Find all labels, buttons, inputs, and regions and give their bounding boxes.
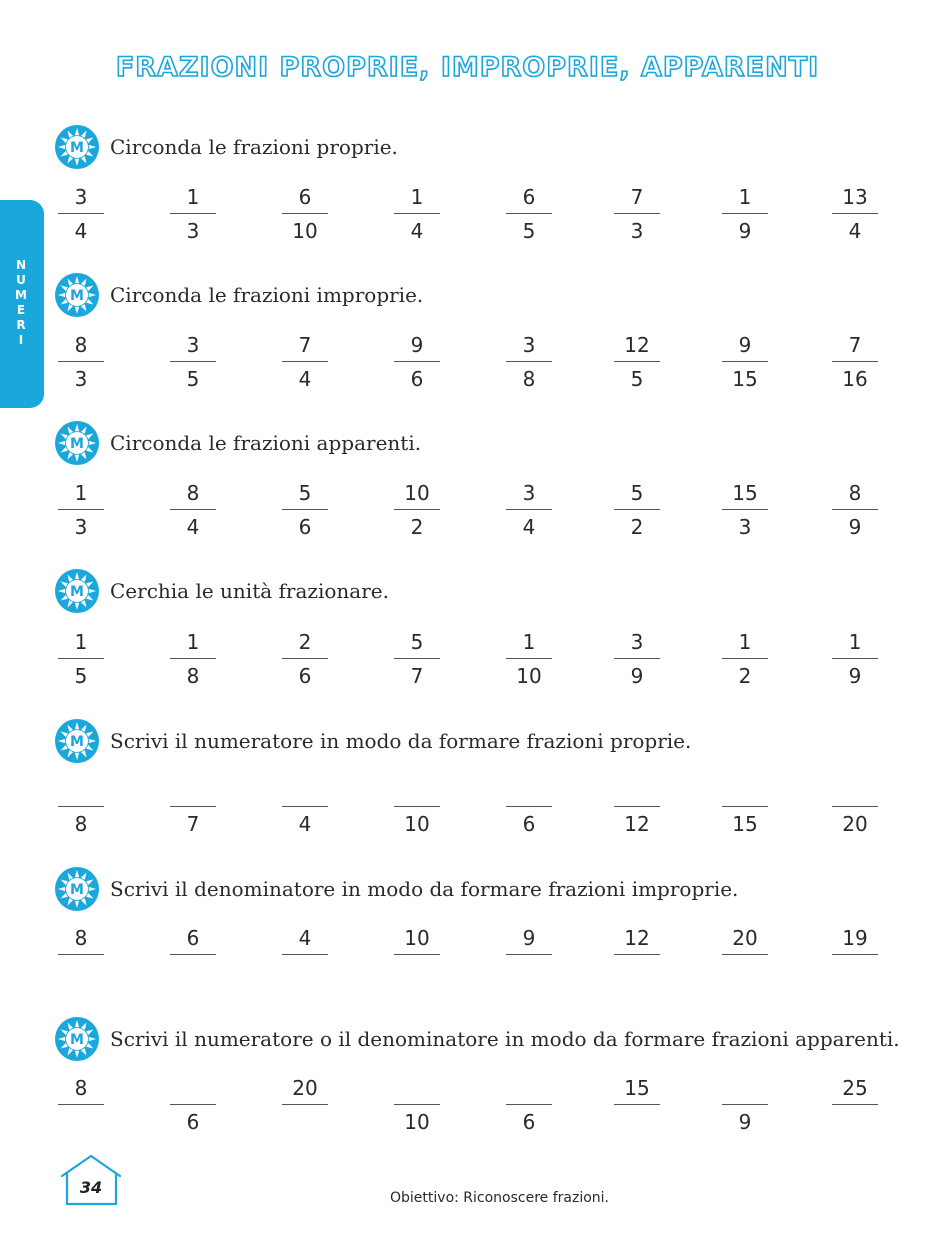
numerator: 2 (298, 630, 312, 654)
fraction-fill-in[interactable] (170, 924, 216, 984)
math-badge-letter: M (70, 140, 84, 156)
numerator: 9 (410, 333, 424, 357)
numerator: 4 (298, 926, 312, 950)
fraction-bar (832, 806, 878, 807)
fraction-bar (170, 361, 216, 362)
fraction-fill-in[interactable] (722, 776, 768, 836)
fraction-bar (832, 1104, 878, 1105)
section-tab-letter: U (16, 273, 26, 287)
fraction[interactable] (722, 331, 768, 391)
instruction-text: Cerchia le unità frazionare. (110, 579, 389, 603)
numerator: 7 (630, 185, 644, 209)
fraction-fill-in[interactable] (832, 924, 878, 984)
fraction[interactable] (170, 183, 216, 243)
numerator: 13 (842, 185, 868, 209)
numerator: 6 (186, 926, 200, 950)
fraction-bar (282, 1104, 328, 1105)
fraction-bar (394, 361, 440, 362)
numerator: 5 (298, 481, 312, 505)
fraction[interactable] (614, 331, 660, 391)
fraction-bar (722, 806, 768, 807)
numerator: 1 (522, 630, 536, 654)
fraction-bar (506, 1104, 552, 1105)
fraction-bar (832, 213, 878, 214)
section-tab-letter: R (16, 318, 26, 332)
fraction-bar (282, 509, 328, 510)
fraction-fill-in[interactable] (282, 924, 328, 984)
denominator: 3 (630, 219, 644, 243)
denominator: 4 (848, 219, 862, 243)
section-tab-letter: M (15, 288, 27, 302)
fraction-bar (58, 806, 104, 807)
page-number: 34 (79, 1178, 103, 1197)
math-badge-letter: M (70, 436, 84, 452)
denominator: 15 (732, 367, 758, 391)
fraction[interactable] (722, 183, 768, 243)
numerator: 1 (738, 185, 752, 209)
numerator: 8 (186, 481, 200, 505)
fraction-bar (170, 1104, 216, 1105)
denominator: 10 (404, 1110, 430, 1134)
fraction-bar (722, 954, 768, 955)
denominator: 10 (292, 219, 318, 243)
fraction-fill-in[interactable] (722, 1074, 768, 1134)
fraction-bar (614, 1104, 660, 1105)
fraction[interactable] (832, 183, 878, 243)
fraction[interactable] (58, 331, 104, 391)
math-badge-letter: M (70, 734, 84, 750)
denominator: 3 (738, 515, 752, 539)
fraction-bar (58, 1104, 104, 1105)
numerator: 19 (842, 926, 868, 950)
numerator: 8 (74, 333, 88, 357)
fraction-fill-in[interactable] (506, 1074, 552, 1134)
fraction-bar (282, 213, 328, 214)
numerator: 1 (738, 630, 752, 654)
numerator: 7 (848, 333, 862, 357)
fraction[interactable] (614, 183, 660, 243)
fraction-fill-in[interactable] (614, 776, 660, 836)
denominator: 5 (186, 367, 200, 391)
fraction-bar (170, 509, 216, 510)
fraction-bar (170, 658, 216, 659)
fraction-fill-in[interactable] (282, 1074, 328, 1134)
fraction[interactable] (832, 479, 878, 539)
fraction[interactable] (170, 628, 216, 688)
page-title: FRAZIONI PROPRIE, IMPROPRIE, APPARENTI (115, 52, 820, 83)
denominator: 6 (522, 812, 536, 836)
fraction[interactable] (832, 628, 878, 688)
fraction-bar (506, 658, 552, 659)
instruction-text: Circonda le frazioni improprie. (110, 283, 424, 307)
denominator: 10 (404, 812, 430, 836)
fraction-bar (394, 658, 440, 659)
objective-text: Obiettivo: Riconoscere frazioni. (390, 1190, 610, 1206)
numerator: 8 (848, 481, 862, 505)
fraction-bar (394, 1104, 440, 1105)
numerator: 1 (74, 481, 88, 505)
fraction-fill-in[interactable] (170, 776, 216, 836)
denominator: 6 (298, 664, 312, 688)
fraction-bar (722, 213, 768, 214)
fraction[interactable] (506, 183, 552, 243)
numerator: 8 (74, 926, 88, 950)
denominator: 5 (74, 664, 88, 688)
fraction-bar (832, 361, 878, 362)
denominator: 4 (298, 812, 312, 836)
denominator: 20 (842, 812, 868, 836)
fraction-bar (832, 509, 878, 510)
denominator: 7 (410, 664, 424, 688)
fraction-fill-in[interactable] (58, 924, 104, 984)
fraction[interactable] (282, 479, 328, 539)
fraction-bar (506, 509, 552, 510)
denominator: 6 (298, 515, 312, 539)
exercise-instruction (54, 272, 423, 318)
denominator: 8 (74, 812, 88, 836)
numerator: 6 (298, 185, 312, 209)
fraction-bar (614, 954, 660, 955)
section-tab (0, 200, 44, 408)
fraction-fill-in[interactable] (394, 924, 440, 984)
fraction-bar (58, 658, 104, 659)
fraction-fill-in[interactable] (170, 1074, 216, 1134)
numerator: 3 (522, 481, 536, 505)
numerator: 15 (624, 1076, 650, 1100)
numerator: 12 (624, 926, 650, 950)
denominator: 9 (738, 1110, 752, 1134)
fraction[interactable] (394, 183, 440, 243)
numerator: 8 (74, 1076, 88, 1100)
fraction-bar (394, 954, 440, 955)
instruction-text: Circonda le frazioni proprie. (110, 135, 398, 159)
denominator: 3 (186, 219, 200, 243)
fraction-bar (394, 213, 440, 214)
denominator: 10 (516, 664, 542, 688)
fraction[interactable] (394, 628, 440, 688)
numerator: 10 (404, 926, 430, 950)
fraction-bar (614, 658, 660, 659)
fraction-fill-in[interactable] (394, 1074, 440, 1134)
numerator: 5 (630, 481, 644, 505)
math-badge-icon (54, 568, 100, 614)
fraction[interactable] (170, 479, 216, 539)
instruction-text: Scrivi il numeratore in modo da formare frazioni proprie. (110, 729, 692, 753)
fraction-fill-in[interactable] (282, 776, 328, 836)
numerator: 9 (522, 926, 536, 950)
denominator: 9 (848, 664, 862, 688)
fraction-bar (58, 509, 104, 510)
instruction-text: Circonda le frazioni apparenti. (110, 431, 422, 455)
fraction[interactable] (282, 331, 328, 391)
fraction-bar (170, 213, 216, 214)
denominator: 2 (630, 515, 644, 539)
fraction[interactable] (722, 628, 768, 688)
denominator: 3 (74, 367, 88, 391)
fraction-bar (282, 361, 328, 362)
numerator: 3 (186, 333, 200, 357)
numerator: 3 (74, 185, 88, 209)
denominator: 16 (842, 367, 868, 391)
denominator: 4 (74, 219, 88, 243)
exercise-instruction (54, 568, 389, 614)
fraction-bar (614, 361, 660, 362)
fraction[interactable] (282, 183, 328, 243)
numerator: 5 (410, 630, 424, 654)
numerator: 1 (186, 185, 200, 209)
fraction[interactable] (614, 628, 660, 688)
fraction[interactable] (722, 479, 768, 539)
fraction-bar (832, 954, 878, 955)
fraction[interactable] (58, 183, 104, 243)
fraction-fill-in[interactable] (394, 776, 440, 836)
fraction-bar (506, 361, 552, 362)
fraction-bar (722, 509, 768, 510)
denominator: 8 (186, 664, 200, 688)
numerator: 6 (522, 185, 536, 209)
math-badge-icon (54, 1016, 100, 1062)
numerator: 20 (292, 1076, 318, 1100)
fraction[interactable] (58, 479, 104, 539)
numerator: 1 (848, 630, 862, 654)
exercise-instruction (54, 420, 421, 466)
numerator: 9 (738, 333, 752, 357)
fraction[interactable] (832, 331, 878, 391)
math-badge-icon (54, 124, 100, 170)
fraction-fill-in[interactable] (58, 776, 104, 836)
fraction[interactable] (58, 628, 104, 688)
fraction-fill-in[interactable] (58, 1074, 104, 1134)
fraction-fill-in[interactable] (832, 776, 878, 836)
section-tab-letter: E (16, 303, 26, 317)
denominator: 6 (522, 1110, 536, 1134)
denominator: 9 (738, 219, 752, 243)
fraction-bar (614, 806, 660, 807)
denominator: 3 (74, 515, 88, 539)
fraction-bar (282, 658, 328, 659)
numerator: 1 (186, 630, 200, 654)
math-badge-letter: M (70, 882, 84, 898)
fraction-fill-in[interactable] (614, 1074, 660, 1134)
fraction-bar (282, 806, 328, 807)
fraction-bar (722, 1104, 768, 1105)
numerator: 3 (522, 333, 536, 357)
denominator: 4 (298, 367, 312, 391)
fraction-bar (58, 954, 104, 955)
math-badge-icon (54, 866, 100, 912)
math-badge-icon (54, 420, 100, 466)
denominator: 9 (630, 664, 644, 688)
fraction-fill-in[interactable] (614, 924, 660, 984)
fraction-fill-in[interactable] (832, 1074, 878, 1134)
fraction-bar (832, 658, 878, 659)
fraction-bar (722, 361, 768, 362)
fraction-bar (394, 509, 440, 510)
denominator: 7 (186, 812, 200, 836)
fraction-fill-in[interactable] (722, 924, 768, 984)
fraction[interactable] (282, 628, 328, 688)
numerator: 3 (630, 630, 644, 654)
fraction-bar (170, 806, 216, 807)
section-tab-letter: I (18, 333, 24, 347)
fraction-bar (506, 806, 552, 807)
fraction-bar (58, 213, 104, 214)
denominator: 8 (522, 367, 536, 391)
numerator: 10 (404, 481, 430, 505)
math-badge-letter: M (70, 584, 84, 600)
denominator: 4 (522, 515, 536, 539)
numerator: 20 (732, 926, 758, 950)
fraction-bar (282, 954, 328, 955)
fraction-bar (506, 213, 552, 214)
math-badge-letter: M (70, 1032, 84, 1048)
fraction[interactable] (506, 479, 552, 539)
denominator: 6 (186, 1110, 200, 1134)
fraction-bar (614, 213, 660, 214)
instruction-text: Scrivi il numeratore o il denominatore in modo da formare frazioni apparenti. (110, 1027, 900, 1051)
instruction-text: Scrivi il denominatore in modo da formare frazioni improprie. (110, 877, 739, 901)
numerator: 15 (732, 481, 758, 505)
fraction-bar (394, 806, 440, 807)
math-badge-icon (54, 272, 100, 318)
fraction[interactable] (614, 479, 660, 539)
denominator: 5 (630, 367, 644, 391)
exercise-instruction (54, 1016, 900, 1062)
denominator: 4 (186, 515, 200, 539)
denominator: 4 (410, 219, 424, 243)
fraction-bar (170, 954, 216, 955)
denominator: 2 (738, 664, 752, 688)
section-tab-letter: N (15, 258, 27, 272)
numerator: 1 (410, 185, 424, 209)
fraction-bar (506, 954, 552, 955)
fraction-bar (722, 658, 768, 659)
fraction-bar (614, 509, 660, 510)
denominator: 2 (410, 515, 424, 539)
exercise-instruction (54, 718, 691, 764)
denominator: 15 (732, 812, 758, 836)
denominator: 6 (410, 367, 424, 391)
fraction[interactable] (394, 479, 440, 539)
fraction-fill-in[interactable] (506, 776, 552, 836)
section-tab-label (14, 258, 28, 348)
exercise-instruction (54, 866, 738, 912)
numerator: 7 (298, 333, 312, 357)
denominator: 5 (522, 219, 536, 243)
numerator: 25 (842, 1076, 868, 1100)
exercise-instruction (54, 124, 398, 170)
fraction[interactable] (170, 331, 216, 391)
numerator: 1 (74, 630, 88, 654)
denominator: 12 (624, 812, 650, 836)
math-badge-letter: M (70, 288, 84, 304)
math-badge-icon (54, 718, 100, 764)
fraction[interactable] (394, 331, 440, 391)
fraction[interactable] (506, 628, 552, 688)
denominator: 9 (848, 515, 862, 539)
fraction-bar (58, 361, 104, 362)
fraction[interactable] (506, 331, 552, 391)
fraction-fill-in[interactable] (506, 924, 552, 984)
numerator: 12 (624, 333, 650, 357)
